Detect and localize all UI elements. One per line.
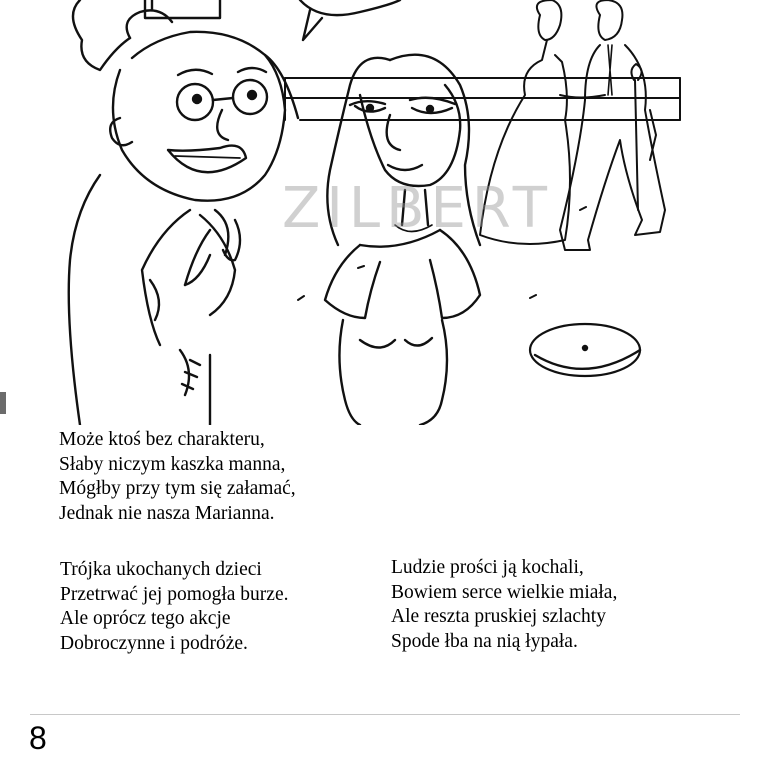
watermark-text: ZILBERT <box>282 176 553 241</box>
background-couple <box>480 0 665 250</box>
background-fence <box>285 78 680 120</box>
stanza-line: Jednak nie nasza Marianna. <box>59 502 275 524</box>
woman-figure <box>69 0 298 425</box>
stanza-line: Bowiem serce wielkie miała, <box>391 581 618 603</box>
stanza-line: Dobroczynne i podróże. <box>60 632 248 654</box>
stanza-line: Słaby niczym kaszka manna, <box>59 453 286 475</box>
stanza-line: Może ktoś bez charakteru, <box>59 429 265 450</box>
stanza-2 <box>60 558 289 656</box>
stanza-line: Ale reszta pruskiej szlachty <box>391 606 606 627</box>
stanza-3 <box>391 556 617 654</box>
stanza-line: Ale oprócz tego akcje <box>60 608 231 629</box>
stanza-line: Mógłby przy tym się załamać, <box>59 478 296 499</box>
page-edge-marker <box>0 392 6 414</box>
cartoon-drawing <box>60 0 700 425</box>
footer-divider <box>30 714 740 715</box>
stanza-line: Spode łba na nią łypała. <box>391 630 578 652</box>
stanza-1 <box>59 428 296 526</box>
stanza-line: Ludzie prości ją kochali, <box>391 557 584 578</box>
girl-figure <box>325 55 480 425</box>
stanza-line: Trójka ukochanych dzieci <box>60 559 262 580</box>
page-number: 8 <box>29 720 47 756</box>
stanza-line: Przetrwać jej pomogła burze. <box>60 583 289 605</box>
illustration <box>60 0 700 425</box>
